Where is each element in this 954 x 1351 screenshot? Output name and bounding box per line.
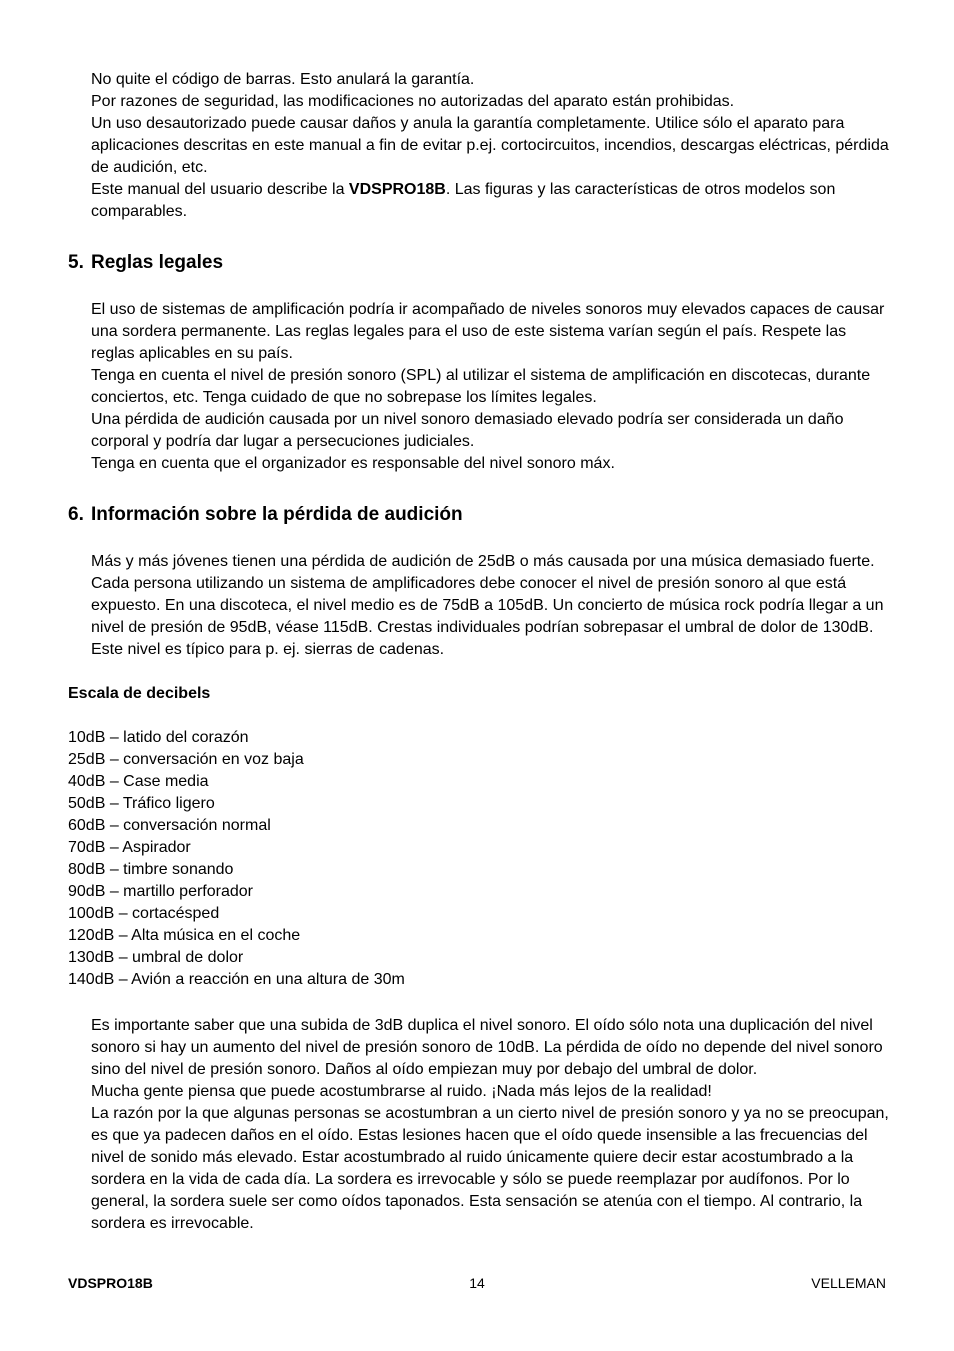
section-5-title: Reglas legales bbox=[91, 252, 224, 273]
section-6-title: Información sobre la pérdida de audición bbox=[91, 504, 463, 525]
decibel-scale-item: 25dB – conversación en voz baja bbox=[68, 751, 304, 768]
footer-brand: VELLEMAN bbox=[811, 1275, 886, 1291]
decibel-scale-item: 130dB – umbral de dolor bbox=[68, 949, 244, 966]
closing-paragraph-deafness: La razón por la que algunas personas se acostumbran a un cierto nivel de presión sonoro y ya no se preocupan, es que ya padecen daños en el oído. Estas lesiones hacen que el oído quede insensible a las frecuencias del nivel de sonido más elevado. Estar acostumbrado al ruido únicamente quiere decir estar acostumbrado a la sordera en la vida de cada día. La sordera es irrevocable y sólo se puede reemplazar por audífonos. Por lo general, la sordera suele ser como oídos taponados. Esta sensación se atenúa con el tiempo. Al contrario, la sordera es irrevocable. bbox=[91, 1105, 889, 1232]
section-6-text bbox=[91, 551, 891, 661]
decibel-scale-item: 140dB – Avión a reacción en una altura de 30m bbox=[68, 971, 405, 988]
footer-model: VDSPRO18B bbox=[68, 1275, 153, 1291]
section-5-paragraph-2: Tenga en cuenta el nivel de presión sonoro (SPL) al utilizar el sistema de amplificación en discotecas, durante conciertos, etc. Tenga cuidado de que no sobrepase los límites legales. bbox=[91, 367, 871, 406]
section-5-paragraph-4: Tenga en cuenta que el organizador es responsable del nivel sonoro máx. bbox=[91, 455, 615, 472]
decibel-scale-item: 120dB – Alta música en el coche bbox=[68, 927, 301, 944]
decibel-scale-item: 80dB – timbre sonando bbox=[68, 861, 234, 878]
decibel-scale-item: 60dB – conversación normal bbox=[68, 817, 271, 834]
decibel-scale-item: 70dB – Aspirador bbox=[68, 839, 191, 856]
section-5-heading bbox=[68, 251, 223, 275]
intro-text bbox=[91, 69, 891, 223]
model-name: VDSPRO18B bbox=[348, 181, 446, 198]
decibel-scale-item: 90dB – martillo perforador bbox=[68, 883, 253, 900]
section-5-paragraph-1: El uso de sistemas de amplificación podría ir acompañado de niveles sonoros muy elevados capaces de causar una sordera permanente. Las reglas legales para el uso de este sistema varían según el país. Respete las reglas aplicables en su país. bbox=[91, 301, 885, 362]
section-6-paragraph-1: Más y más jóvenes tienen una pérdida de audición de 25dB o más causada por una música demasiado fuerte. Cada persona utilizando un sistema de amplificadores debe conocer el nivel de presión sonoro al que está expuesto. En una discoteca, el nivel medio es de 75dB a 105dB. Un concierto de música rock podría llegar a un nivel de presión de 95dB, véase 115dB. Crestas individuales podrían sobrepasar el umbral de dolor de 130dB. Este nivel es típico para p. ej. sierras de cadenas. bbox=[91, 553, 884, 658]
section-6-number: 6. bbox=[68, 504, 84, 525]
decibel-scale-item: 10dB – latido del corazón bbox=[68, 729, 249, 746]
intro-paragraph-barcode: No quite el código de barras. Esto anulará la garantía. bbox=[91, 71, 475, 88]
section-6-heading bbox=[68, 503, 463, 527]
intro-paragraph-unauthorized-use: Un uso desautorizado puede causar daños y anula la garantía completamente. Utilice sólo el aparato para aplicaciones descritas en este manual a fin de evitar p.ej. cortocircuitos, incendios, descargas eléctricas, pérdida de audición, etc. bbox=[91, 115, 889, 176]
intro-paragraph-modifications: Por razones de seguridad, las modificaciones no autorizadas del aparato están prohibidas. bbox=[91, 93, 735, 110]
decibel-scale-item: 100dB – cortacésped bbox=[68, 905, 220, 922]
decibel-scale-list bbox=[68, 727, 405, 991]
closing-paragraph-3db: Es importante saber que una subida de 3dB duplica el nivel sonoro. El oído sólo nota una duplicación del nivel sonoro si hay un aumento del nivel de presión sonoro de 10dB. La pérdida de oído no depende del nivel sonoro sino del nivel de presión sonoro. Daños al oído empiezan muy por debajo del umbral de dolor. bbox=[91, 1017, 883, 1078]
intro-paragraph-model: Este manual del usuario describe la VDSPRO18B. Las figuras y las características de otros modelos son comparables. bbox=[91, 181, 836, 220]
closing-paragraph-habituation: Mucha gente piensa que puede acostumbrarse al ruido. ¡Nada más lejos de la realidad! bbox=[91, 1083, 712, 1100]
decibel-scale-item: 50dB – Tráfico ligero bbox=[68, 795, 215, 812]
section-5-number: 5. bbox=[68, 252, 84, 273]
decibel-scale-item: 40dB – Case media bbox=[68, 773, 209, 790]
footer-page-number: 14 bbox=[469, 1275, 485, 1291]
section-5-text bbox=[91, 299, 891, 475]
decibel-scale-heading: Escala de decibels bbox=[68, 685, 211, 702]
section-5-paragraph-3: Una pérdida de audición causada por un nivel sonoro demasiado elevado podría ser considerada un daño corporal y podría dar lugar a persecuciones judiciales. bbox=[91, 411, 844, 450]
closing-text bbox=[91, 1015, 891, 1235]
